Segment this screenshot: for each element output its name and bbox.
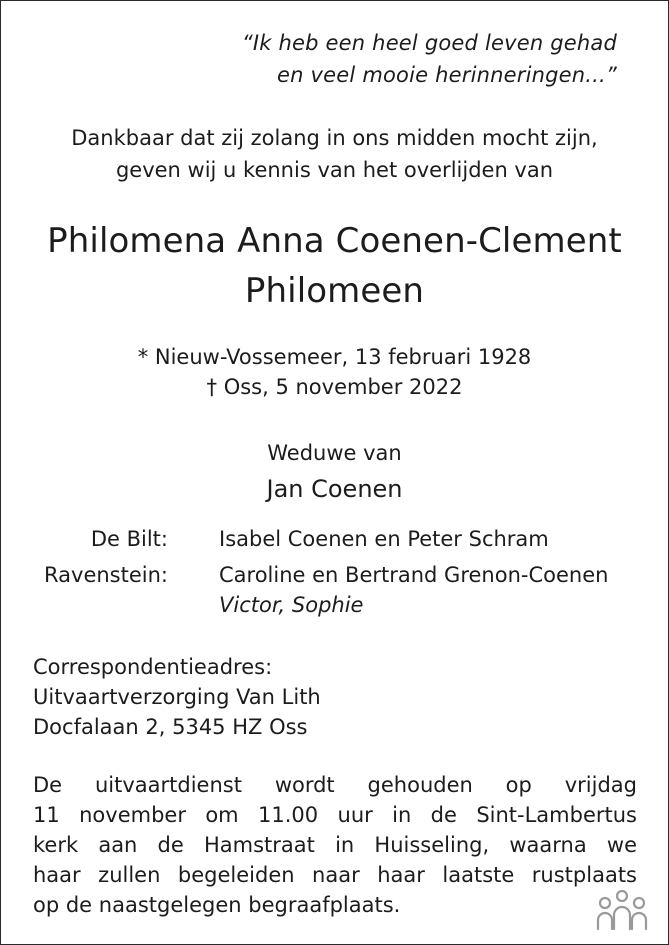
correspondence-company: Uitvaartverzorging Van Lith [33,685,321,709]
family-row [0,524,669,560]
full-name: Philomena Anna Coenen-Clement [47,221,622,261]
intro-line-2: geven wij u kennis van het overlijden van [115,158,554,182]
service-line: kerk aan de Hamstraat in Huisseling, waarna we [33,833,637,857]
widow-label: Weduwe van [267,441,402,465]
death-line [0,372,669,402]
correspondence-address [33,652,321,742]
family-names: Caroline en Bertrand Grenon-Coenen [219,563,609,587]
nickname: Philomeen [244,271,425,311]
birth-star-icon: * [137,345,149,369]
death-date: Oss, 5 november 2022 [223,375,463,399]
family-place: De Bilt: [90,527,168,551]
service-line: haar zullen begeleiden naar haar laatste rustplaats [33,863,637,887]
intro-line-1: Dankbaar dat zij zolang in ons midden mocht zijn, [71,126,598,150]
service-line: 11 november om 11.00 uur in de Sint-Lambertus [33,803,637,827]
quote [242,27,617,91]
birth-line [0,342,669,372]
life-dates [0,342,669,402]
family-names: Isabel Coenen en Peter Schram [219,527,549,551]
service-line: op de naastgelegen begraafplaats. [33,893,401,917]
deceased-name [0,216,669,316]
correspondence-street: Docfalaan 2, 5345 HZ Oss [33,715,308,739]
quote-line-2: en veel mooie herinneringen...” [277,63,617,87]
family-list [0,524,669,617]
birth-date: Nieuw-Vossemeer, 13 februari 1928 [154,345,532,369]
people-group-icon [595,889,649,931]
service-text [33,770,637,920]
family-row [0,560,669,617]
intro-text [0,122,669,186]
correspondence-label: Correspondentieadres: [33,655,273,679]
death-cross-icon: † [206,375,218,399]
service-line: De uitvaartdienst wordt gehouden op vrijdag [33,773,637,797]
family-place: Ravenstein: [44,563,168,587]
family-children: Victor, Sophie [219,593,364,617]
widow-name: Jan Coenen [266,475,403,503]
quote-line-1: “Ik heb een heel goed leven gehad [241,31,617,55]
